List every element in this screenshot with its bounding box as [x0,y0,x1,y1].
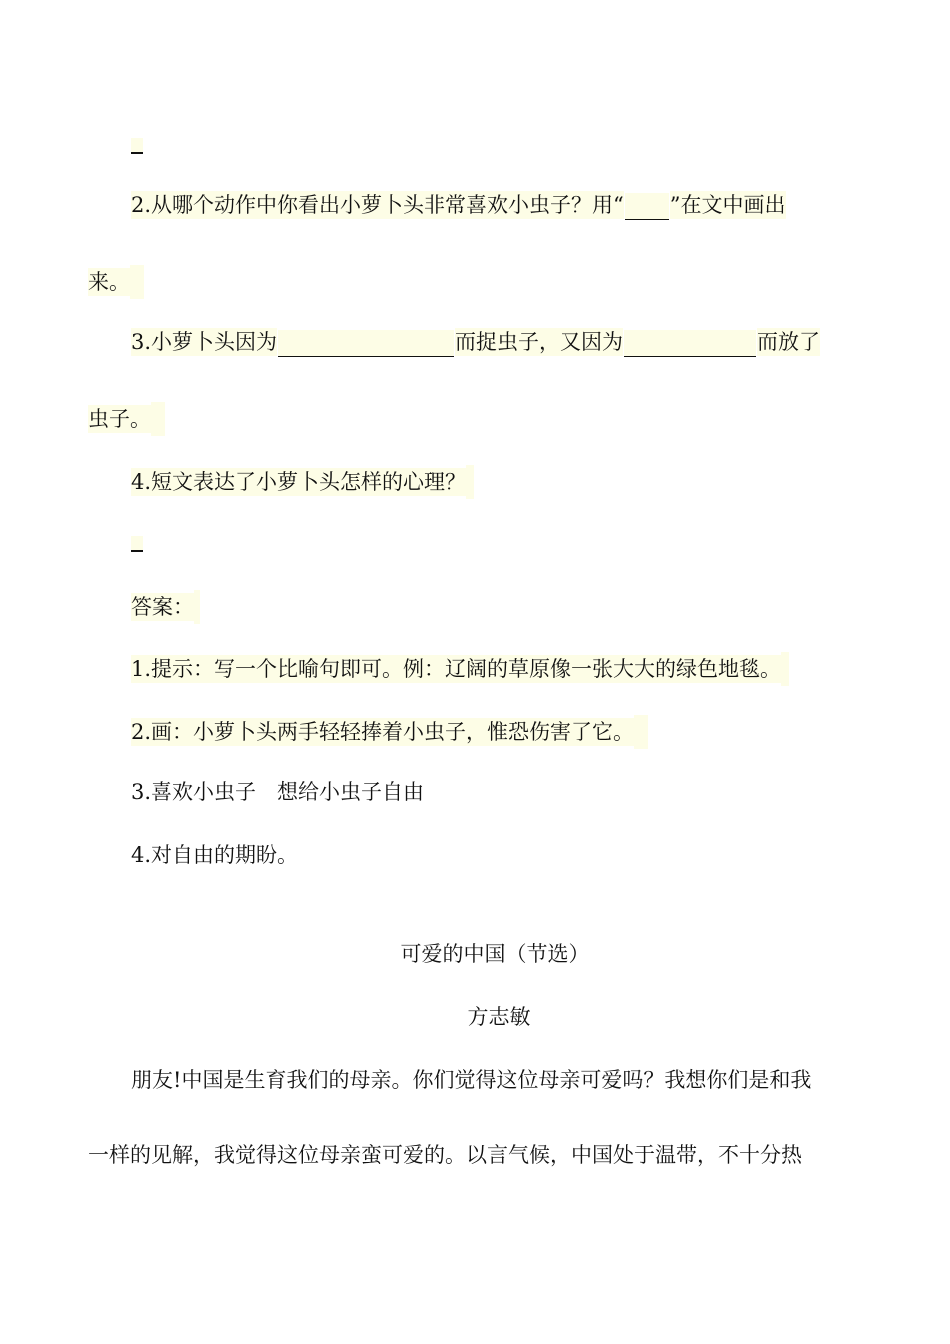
answer-blank-mark [131,138,143,154]
answer-blank-mark-2 [131,536,143,552]
answer-1-text: 1.提示：写一个比喻句即可。例：辽阔的草原像一张大大的绿色地毯。 [131,657,782,681]
answer-2 [131,715,648,749]
question-2-suffix: ”在文中画出 [669,193,786,217]
answer-4 [131,840,298,870]
article-title-text: 可爱的中国（节选） [400,942,590,966]
question-2-prefix: 2.从哪个动作中你看出小萝卜头非常喜欢小虫子？用“ [131,193,624,217]
answer-4-text: 4.对自由的期盼。 [131,843,299,867]
question-2-continuation [88,265,144,299]
question-3-suffix: 而放了 [757,330,821,354]
question-4-text: 4.短文表达了小萝卜头怎样的心理？ [131,470,467,494]
answer-2-text: 2.画：小萝卜头两手轻轻捧着小虫子，惟恐伤害了它。 [131,720,635,744]
article-author-text: 方志敏 [467,1005,531,1029]
question-3-prefix: 3.小萝卜头因为 [131,330,278,354]
answers-heading-text: 答案： [131,595,194,619]
article-p1-line2-text: 一样的见解，我觉得这位母亲蛮可爱的。以言气候，中国处于温带，不十分热 [88,1143,802,1167]
answers-heading [131,590,200,624]
question-3-continuation [88,402,165,436]
article-paragraph-line-1 [131,1065,811,1095]
answer-3 [131,777,424,807]
article-paragraph-line-2 [88,1140,802,1170]
article-p1-line1-text: 朋友!中国是生育我们的母亲。你们觉得这位母亲可爱吗？我想你们是和我 [131,1068,812,1092]
question-3-blank-2 [624,330,756,357]
answer-1 [131,652,789,686]
question-2 [131,190,786,220]
question-3 [131,327,820,357]
question-3-blank-1 [278,330,454,357]
article-title [0,939,950,969]
answer-3-text: 3.喜欢小虫子 想给小虫子自由 [131,780,425,804]
question-2-cont-text: 来。 [88,270,130,294]
question-2-blank [625,193,669,220]
question-3-mid: 而捉虫子，又因为 [455,330,624,354]
article-author [0,1002,950,1032]
question-4 [131,465,474,499]
question-3-cont-text: 虫子。 [88,407,151,431]
